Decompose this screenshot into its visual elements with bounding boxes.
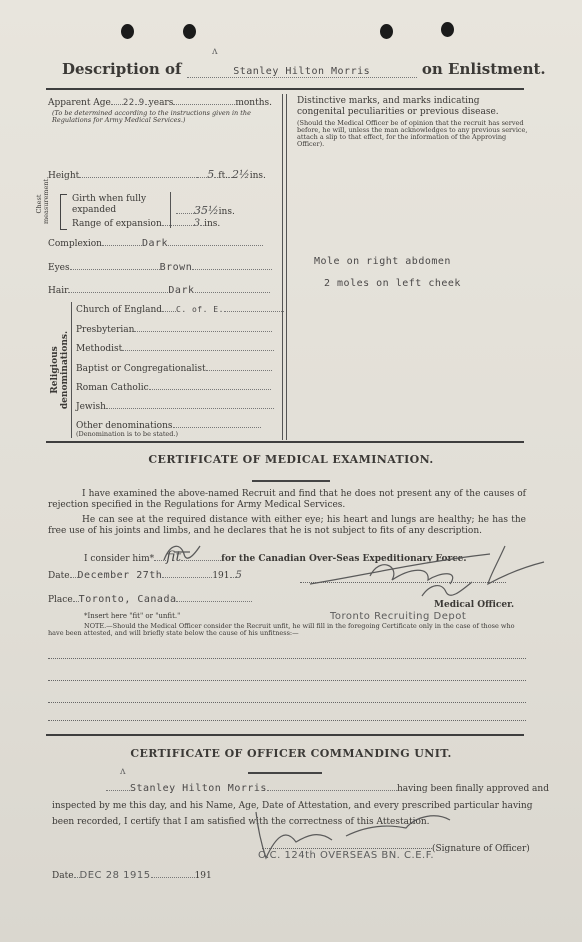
girth-value-row: 35½ins. (176, 204, 235, 217)
denomination-note: (Denomination is to be stated.) (76, 430, 179, 438)
religion-presbyterian: Presbyterian (76, 325, 272, 335)
height-ins: 2½ (232, 168, 250, 181)
medical-heading: CERTIFICATE OF MEDICAL EXAMINATION. (148, 453, 434, 466)
fit-unfit-note: *Insert here "fit" or "unfit." (84, 612, 181, 620)
signature-line (262, 848, 432, 849)
medical-year-value: 5 (235, 570, 242, 581)
blank-line (48, 658, 526, 659)
range-row: Range of expansion 3 ins. (72, 218, 221, 229)
medical-place-row: Place Toronto, Canada (48, 594, 252, 605)
title-suffix: on Enlistment. (421, 60, 546, 78)
title-prefix: Description of (62, 60, 182, 78)
unfit-note: NOTE.—Should the Medical Officer consider the Recruit unfit, he will fill in the foregoing Certificate only in the case of those who have been attested, and will briefly state below the cause of his unfitness:— (48, 622, 515, 637)
commanding-heading: CERTIFICATE OF OFFICER COMMANDING UNIT. (130, 747, 452, 760)
religion-bracket (71, 302, 72, 438)
page-title (62, 60, 546, 78)
hair-row: Hair Dark (48, 285, 270, 296)
religion-methodist: Methodist (76, 344, 274, 354)
medical-para-2: He can see at the required distance with either eye; his heart and lungs are healthy; he has the free use of his joints and limbs, and he declares that he is not subject to fits of any description. (48, 515, 526, 536)
medical-date-value: December 27th (77, 570, 163, 581)
column-divider (282, 94, 283, 440)
section-rule (46, 734, 524, 736)
height-row: Height 5 ft. 2½ins. (48, 168, 266, 181)
distinctive-marks-note: (Should the Medical Officer be of opinion that the recruit has served before, he will, unless the man acknowledges to any previous service, attach a slip to that effect, for the information of the Approving Officer). (297, 119, 528, 148)
title-rule (46, 88, 524, 90)
medical-para-1: I have examined the above-named Recruit and find that he does not present any of the causes of rejection specified in the Regulations for Army Medical Services. (48, 489, 526, 510)
blank-line (48, 680, 526, 681)
religion-church-of-england: Church of England C. of. E. (76, 305, 284, 315)
age-row: Apparent Age 22 9 years months. (48, 98, 273, 108)
religion-roman-catholic: Roman Catholic (76, 383, 271, 393)
recruit-name: Stanley Hilton Morris (187, 66, 417, 78)
medical-officer-label: Medical Officer. (434, 600, 515, 610)
girth-label: Girth when fully expanded (72, 194, 147, 215)
religion-baptist: Baptist or Congregationalist (76, 364, 272, 374)
commanding-name-value: Stanley Hilton Morris (130, 783, 267, 794)
complexion-value: Dark (141, 238, 169, 249)
punch-hole (441, 22, 454, 37)
section-rule (46, 441, 524, 443)
eyes-value: Brown (159, 262, 193, 273)
commanding-line-1: Stanley Hilton Morris having been finally approved and (106, 783, 549, 794)
heading-rule (252, 480, 330, 482)
commanding-line-3: been recorded, I certify that I am satisfied with the correctness of this Attestation. (52, 817, 430, 827)
unit-stamp: O.C. 124th OVERSEAS BN. C.E.F. (258, 850, 435, 861)
medical-place-value: Toronto, Canada (78, 594, 177, 605)
blank-line (48, 702, 526, 703)
signature-of-officer-label: (Signature of Officer) (432, 844, 530, 854)
commanding-date-value: DEC 28 1915 (79, 870, 151, 881)
blank-line (48, 720, 526, 721)
consider-row: I consider him* fit for the Canadian Over-Seas Expeditionary Force. (84, 549, 467, 565)
height-ft: 5 (207, 168, 215, 181)
range-value: 3 (193, 218, 201, 229)
fitness-value: fit (166, 549, 182, 565)
distinctive-mark: 2 moles on left cheek (324, 278, 461, 289)
religion-jewish: Jewish (76, 402, 274, 412)
age-note: (To be determined according to the instructions given in the Regulations for Army Medical Services.) (52, 109, 251, 124)
commanding-date-row: Date DEC 28 1915 191 (52, 870, 212, 881)
religion-other: Other denominations (76, 421, 261, 431)
depot-stamp: Toronto Recruiting Depot (330, 611, 467, 622)
distinctive-mark: Mole on right abdomen (314, 256, 451, 267)
commanding-line-2: inspected by me this day, and his Name, Age, Date of Attestation, and every prescribed particular having (52, 801, 533, 811)
hair-value: Dark (168, 285, 195, 296)
complexion-row: Complexion Dark (48, 238, 263, 249)
medical-date-row: Date December 27th 191 5 (48, 570, 242, 581)
punch-hole (183, 24, 196, 39)
chest-side-label: Chest measurement. (35, 176, 50, 224)
religion-side-label: Religious denominations. (50, 330, 70, 410)
pencil-mark: ᴧ (212, 46, 218, 57)
pencil-mark: ᴧ (120, 766, 126, 777)
age-years: 22 (122, 98, 135, 108)
age-months: 9 (138, 98, 145, 108)
chest-bracket (60, 194, 67, 230)
punch-hole (380, 24, 393, 39)
eyes-row: Eyes Brown (48, 262, 272, 273)
punch-hole (121, 24, 134, 39)
heading-rule (248, 772, 322, 774)
approval-initials (160, 540, 204, 566)
column-divider (286, 94, 287, 440)
distinctive-marks-heading: Distinctive marks, and marks indicating congenital peculiarities or previous disease. (297, 96, 499, 117)
girth-value: 35½ (194, 204, 219, 217)
